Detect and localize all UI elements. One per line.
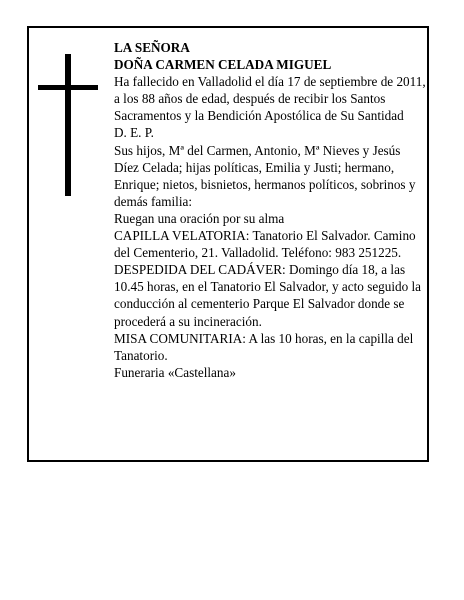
farewell-service: DESPEDIDA DEL CADÁVER: Domingo día 18, a las 10.45 horas, en el Tanatorio El Salvador, y acto seguido la conducción al cementerio Parque El Salvador donde se procederá a su incineración. [114, 262, 422, 329]
family-members: Sus hijos, Mª del Carmen, Antonio, Mª Nieves y Jesús Díez Celada; hijas políticas, Emilia y Justi; hermano, Enrique; nietos, bisnietos, hermanos políticos, sobrinos y demás familia: [114, 142, 416, 209]
community-mass: MISA COMUNITARIA: A las 10 horas, en la capilla del Tanatorio. [114, 330, 414, 363]
cross-horizontal-bar [38, 85, 98, 90]
rest-in-peace: D. E. P. [114, 125, 154, 141]
funeral-home: Funeraria «Castellana» [114, 364, 236, 380]
obituary-title: LA SEÑORA [114, 40, 190, 55]
funeral-chapel: CAPILLA VELATORIA: Tanatorio El Salvador. Camino del Cementerio, 21. Valladolid. Teléfono: 983 251225. [114, 228, 416, 261]
cross-icon [38, 54, 98, 196]
death-announcement: Ha fallecido en Valladolid el día 17 de septiembre de 2011, a los 88 años de edad, después de recibir los Santos Sacramentos y la Bendición Apostólica de Su Santidad [114, 74, 426, 124]
deceased-name: DOÑA CARMEN CELADA MIGUEL [114, 57, 332, 73]
cross-vertical-bar [65, 54, 71, 196]
prayer-request: Ruegan una oración por su alma [114, 210, 285, 226]
obituary-text [114, 39, 426, 381]
